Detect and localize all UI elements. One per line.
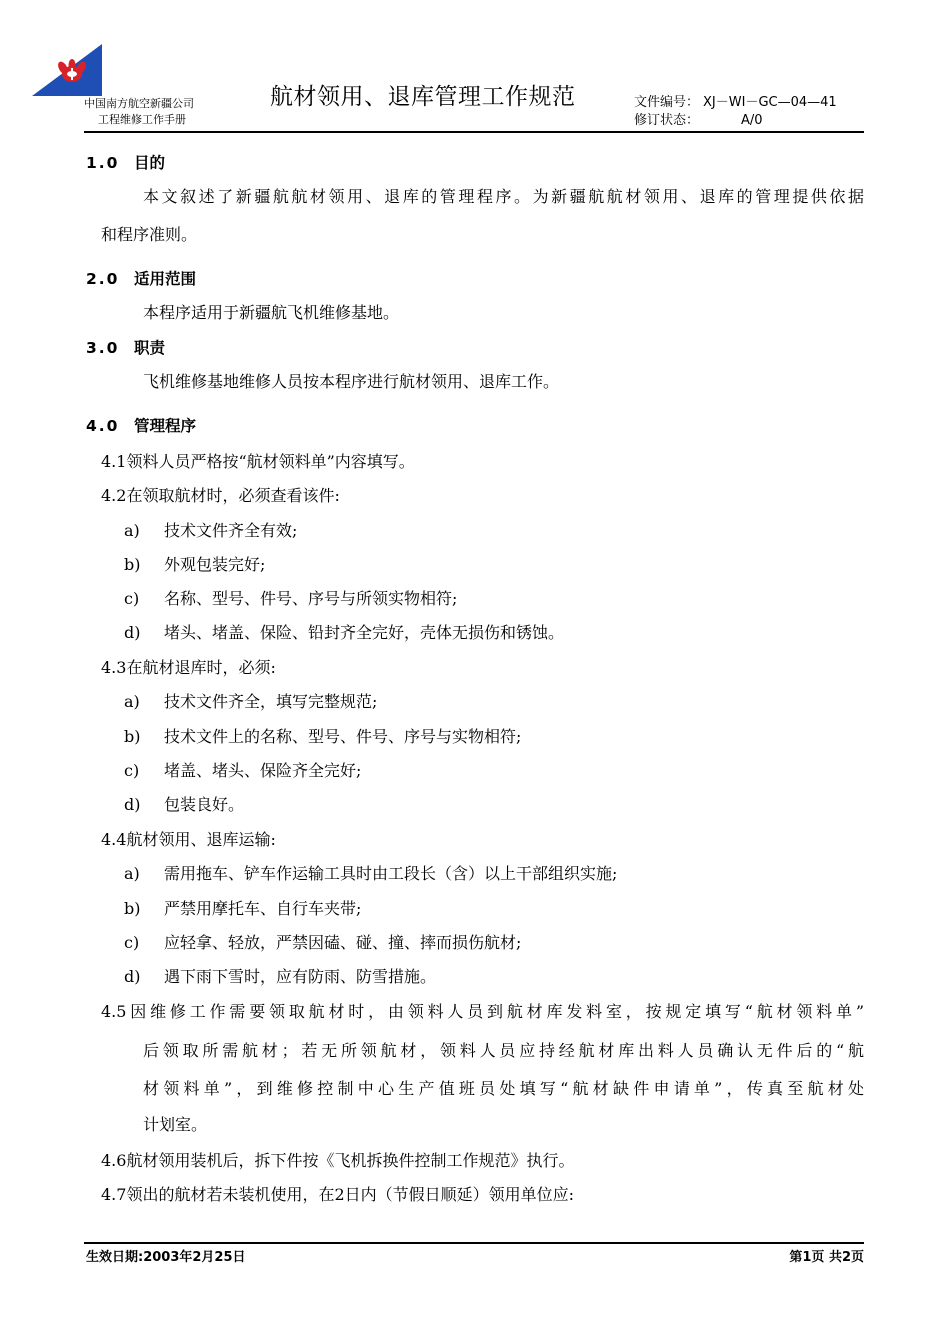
list-item-label: d) bbox=[124, 967, 141, 986]
doc-number-row bbox=[634, 94, 837, 112]
section-title: 目的 bbox=[134, 154, 166, 172]
list-item bbox=[124, 966, 436, 988]
section-number: 2.0 bbox=[86, 270, 120, 288]
list-item bbox=[124, 622, 564, 644]
company-line-2: 工程维修工作手册 bbox=[98, 113, 186, 126]
clause-4-5-line-3: 材领料单”，到维修控制中心生产值班员处填写“航材缺件申请单”，传真至航材处 bbox=[143, 1079, 864, 1098]
page-number: 第1页 共2页 bbox=[789, 1250, 864, 1265]
list-item bbox=[124, 726, 521, 748]
list-item bbox=[124, 588, 457, 610]
company-name bbox=[84, 96, 194, 128]
section-number: 1.0 bbox=[86, 154, 120, 172]
section-heading bbox=[86, 415, 196, 437]
clause-4-5-line-1: 4.5因维修工作需要领取航材时，由领料人员到航材库发料室，按规定填写“航材领料单” bbox=[101, 1002, 864, 1021]
purpose-text-line-2: 和程序准则。 bbox=[101, 225, 198, 244]
list-item bbox=[124, 863, 617, 885]
list-item-label: b) bbox=[124, 727, 141, 746]
revision-label: 修订状态： bbox=[634, 113, 700, 128]
list-item-text: 技术文件齐全有效; bbox=[164, 521, 298, 540]
section-title: 管理程序 bbox=[134, 417, 197, 435]
clause-4-6: 4.6航材领用装机后，拆下件按《飞机拆换件控制工作规范》执行。 bbox=[101, 1151, 575, 1170]
list-item bbox=[124, 691, 377, 713]
company-line-1: 中国南方航空新疆公司 bbox=[84, 97, 194, 110]
china-southern-logo-icon bbox=[32, 44, 102, 100]
list-item-text: 应轻拿、轻放，严禁因磕、碰、撞、摔而损伤航材; bbox=[164, 933, 522, 952]
list-item-label: a) bbox=[124, 692, 140, 711]
list-item-label: a) bbox=[124, 521, 140, 540]
list-item-text: 严禁用摩托车、自行车夹带; bbox=[164, 899, 362, 918]
clause-4-5-line-2: 后领取所需航材；若无所领航材，领料人员应持经航材库出料人员确认无件后的“航 bbox=[143, 1041, 864, 1060]
clause-4-1: 4.1领料人员严格按“航材领料单”内容填写。 bbox=[101, 452, 415, 471]
clause-4-5-line-4: 计划室。 bbox=[143, 1115, 208, 1134]
doc-number-value: XJ－WI－GC—04—41 bbox=[703, 95, 837, 110]
list-item bbox=[124, 794, 244, 816]
list-item bbox=[124, 554, 265, 576]
list-item-label: c) bbox=[124, 589, 140, 608]
list-item-text: 技术文件齐全，填写完整规范; bbox=[164, 692, 378, 711]
list-item-text: 包装良好。 bbox=[164, 795, 245, 814]
list-item-label: b) bbox=[124, 555, 141, 574]
duty-text: 飞机维修基地维修人员按本程序进行航材领用、退库工作。 bbox=[143, 372, 560, 391]
section-title: 职责 bbox=[134, 339, 166, 357]
revision-value: A/0 bbox=[741, 113, 763, 128]
doc-number-label: 文件编号： bbox=[634, 95, 700, 110]
list-item-text: 名称、型号、件号、序号与所领实物相符; bbox=[164, 589, 458, 608]
header-divider bbox=[84, 131, 864, 133]
list-item-text: 遇下雨下雪时，应有防雨、防雪措施。 bbox=[164, 967, 437, 986]
list-item-label: a) bbox=[124, 864, 140, 883]
section-number: 4.0 bbox=[86, 417, 120, 435]
effective-date: 生效日期:2003年2月25日 bbox=[86, 1250, 246, 1265]
list-item bbox=[124, 898, 361, 920]
list-item-label: d) bbox=[124, 623, 141, 642]
clause-4-3: 4.3在航材退库时，必须: bbox=[101, 658, 276, 677]
list-item-text: 技术文件上的名称、型号、件号、序号与实物相符; bbox=[164, 727, 522, 746]
list-item-text: 堵头、堵盖、保险、铅封齐全完好，壳体无损伤和锈蚀。 bbox=[164, 623, 565, 642]
section-heading bbox=[86, 152, 165, 174]
document-meta bbox=[634, 94, 837, 130]
clause-4-7: 4.7领出的航材若未装机使用，在2日内（节假日顺延）领用单位应: bbox=[101, 1185, 575, 1204]
clause-4-2: 4.2在领取航材时，必须查看该件: bbox=[101, 486, 340, 505]
list-item-label: b) bbox=[124, 899, 141, 918]
list-item-text: 需用拖车、铲车作运输工具时由工段长（含）以上干部组织实施; bbox=[164, 864, 618, 883]
purpose-text-line-1: 本文叙述了新疆航航材领用、退库的管理程序。为新疆航航材领用、退库的管理提供依据 bbox=[143, 187, 864, 206]
list-item bbox=[124, 520, 297, 542]
section-number: 3.0 bbox=[86, 339, 120, 357]
revision-row bbox=[634, 112, 837, 130]
list-item-label: d) bbox=[124, 795, 141, 814]
list-item-label: c) bbox=[124, 933, 140, 952]
section-title: 适用范围 bbox=[134, 270, 197, 288]
list-item-label: c) bbox=[124, 761, 140, 780]
document-title: 航材领用、退库管理工作规范 bbox=[270, 84, 576, 110]
scope-text: 本程序适用于新疆航飞机维修基地。 bbox=[143, 303, 400, 322]
section-heading bbox=[86, 337, 165, 359]
footer-divider bbox=[84, 1242, 864, 1244]
list-item-text: 堵盖、堵头、保险齐全完好; bbox=[164, 761, 362, 780]
list-item-text: 外观包装完好; bbox=[164, 555, 266, 574]
clause-4-4: 4.4航材领用、退库运输: bbox=[101, 830, 276, 849]
list-item bbox=[124, 932, 521, 954]
section-heading bbox=[86, 268, 196, 290]
list-item bbox=[124, 760, 361, 782]
